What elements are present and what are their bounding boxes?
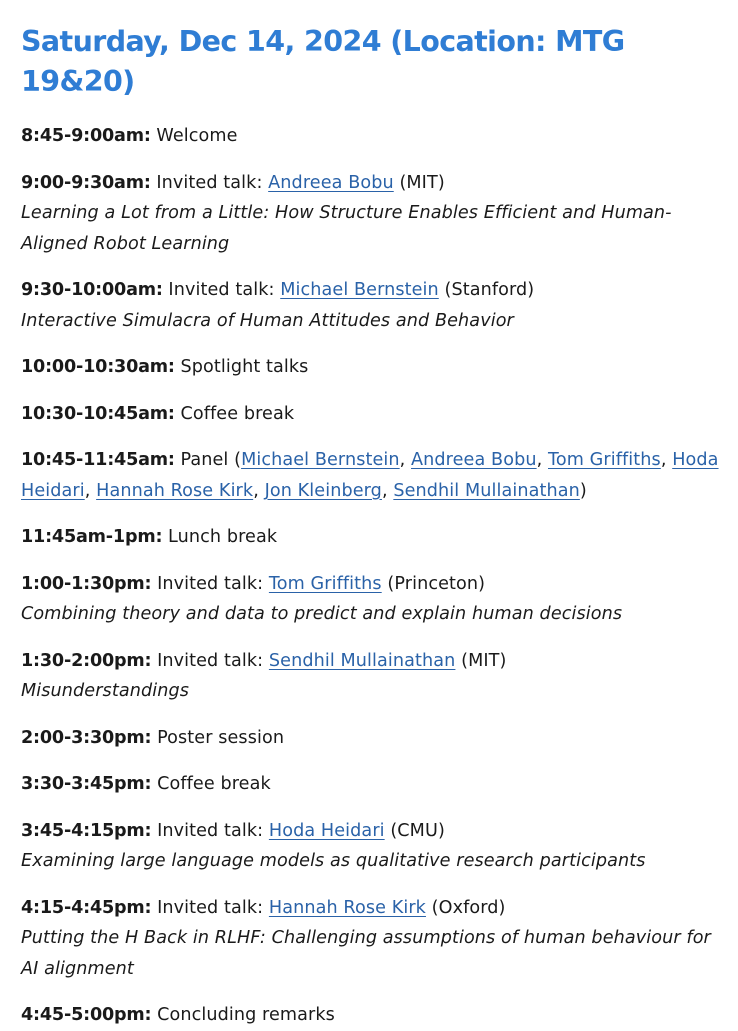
entry-text: Invited talk:: [151, 650, 269, 671]
panel-close: ): [579, 480, 587, 501]
entry-time: 9:30-10:00am:: [21, 280, 163, 300]
panelist-link-tom-griffiths[interactable]: Tom Griffiths: [548, 450, 661, 470]
entry-text: Concluding remarks: [151, 1005, 335, 1025]
entry-text: Spotlight talks: [174, 357, 309, 377]
panelist-link-hannah-rose-kirk[interactable]: Hannah Rose Kirk: [96, 480, 254, 501]
entry-time: 9:00-9:30am:: [21, 172, 151, 193]
talk-title: Putting the H Back in RLHF: Challenging assumptions of human behaviour for AI alignment: [21, 928, 711, 979]
entry-time: 10:45-11:45am:: [21, 450, 175, 470]
entry-text: Coffee break: [151, 774, 271, 794]
schedule-entry-coffee-break: [21, 769, 720, 800]
speaker-affiliation: (Princeton): [381, 573, 486, 594]
speaker-affiliation: (CMU): [384, 820, 445, 841]
entry-time: 1:00-1:30pm:: [21, 573, 152, 594]
schedule-entry-talk-bobu: [21, 168, 720, 260]
panelist-link-jon-kleinberg[interactable]: Jon Kleinberg: [264, 480, 382, 501]
speaker-link-michael-bernstein[interactable]: Michael Bernstein: [280, 280, 439, 300]
schedule-entry-talk-heidari: [21, 816, 720, 877]
page-title: Saturday, Dec 14, 2024 (Location: MTG 19&20): [21, 25, 625, 98]
speaker-link-hannah-rose-kirk[interactable]: Hannah Rose Kirk: [268, 897, 426, 918]
schedule-entry-talk-kirk: [21, 893, 720, 985]
schedule-entry-panel: [21, 445, 720, 506]
schedule-entry-poster-session: [21, 723, 720, 754]
entry-time: 4:15-4:45pm:: [21, 897, 152, 918]
entry-time: 10:30-10:45am:: [21, 403, 175, 424]
schedule-entry-talk-griffiths: [21, 569, 720, 630]
schedule-entry-lunch-break: [21, 522, 720, 553]
entry-time: 1:30-2:00pm:: [21, 650, 152, 671]
panelist-separator: ,: [660, 450, 673, 470]
entry-text: Invited talk:: [151, 820, 269, 841]
entry-text: Lunch break: [162, 527, 278, 547]
panelist-link-sendhil-mullainathan[interactable]: Sendhil Mullainathan: [393, 480, 580, 501]
entry-text: Invited talk:: [151, 897, 269, 918]
speaker-affiliation: (Stanford): [438, 280, 535, 300]
entry-time: 2:00-3:30pm:: [21, 727, 152, 748]
entry-text: Poster session: [151, 727, 285, 748]
schedule-entry-talk-mullainathan: [21, 646, 720, 707]
speaker-link-sendhil-mullainathan[interactable]: Sendhil Mullainathan: [268, 650, 456, 671]
entry-time: 4:45-5:00pm:: [21, 1005, 152, 1025]
panelist-separator: ,: [399, 450, 412, 470]
speaker-affiliation: (MIT): [455, 650, 507, 671]
talk-title: Learning a Lot from a Little: How Structure Enables Efficient and Human-Aligned Robot Learning: [21, 203, 672, 254]
panelist-separator: ,: [381, 480, 394, 501]
talk-title: Combining theory and data to predict and explain human decisions: [21, 604, 623, 624]
entry-text: Coffee break: [174, 403, 295, 424]
panelist-separator: ,: [253, 480, 265, 501]
entry-time: 10:00-10:30am:: [21, 357, 175, 377]
entry-text: Invited talk:: [162, 280, 281, 300]
entry-text: Panel (: [174, 450, 242, 470]
talk-title: Examining large language models as qualitative research participants: [21, 851, 646, 871]
schedule-entry-concluding-remarks: [21, 1000, 720, 1031]
entry-text: Invited talk:: [150, 172, 269, 193]
entry-time: 3:30-3:45pm:: [21, 774, 152, 794]
schedule-entry-spotlight: [21, 352, 720, 383]
schedule-entry-welcome: [21, 121, 720, 152]
speaker-affiliation: (Oxford): [425, 897, 506, 918]
schedule-entry-talk-bernstein: [21, 275, 720, 336]
entry-time: 11:45am-1pm:: [21, 527, 163, 547]
schedule-entry-coffee-break: [21, 399, 720, 430]
panelist-separator: ,: [536, 450, 548, 470]
speaker-affiliation: (MIT): [393, 172, 445, 193]
talk-title: Misunderstandings: [21, 681, 189, 701]
speaker-link-hoda-heidari[interactable]: Hoda Heidari: [268, 820, 385, 841]
speaker-link-andreea-bobu[interactable]: Andreea Bobu: [268, 172, 394, 193]
entry-time: 3:45-4:15pm:: [21, 820, 152, 841]
entry-time: 8:45-9:00am:: [21, 126, 151, 146]
panelist-link-andreea-bobu[interactable]: Andreea Bobu: [411, 450, 537, 470]
talk-title: Interactive Simulacra of Human Attitudes and Behavior: [21, 310, 514, 331]
panelist-separator: ,: [84, 480, 97, 501]
entry-text: Invited talk:: [151, 573, 269, 594]
speaker-link-tom-griffiths[interactable]: Tom Griffiths: [268, 573, 382, 594]
panelist-link-michael-bernstein[interactable]: Michael Bernstein: [241, 450, 400, 470]
entry-text: Welcome: [150, 126, 238, 146]
panelist-link-hoda-heidari[interactable]: Hoda Heidari: [21, 450, 719, 501]
